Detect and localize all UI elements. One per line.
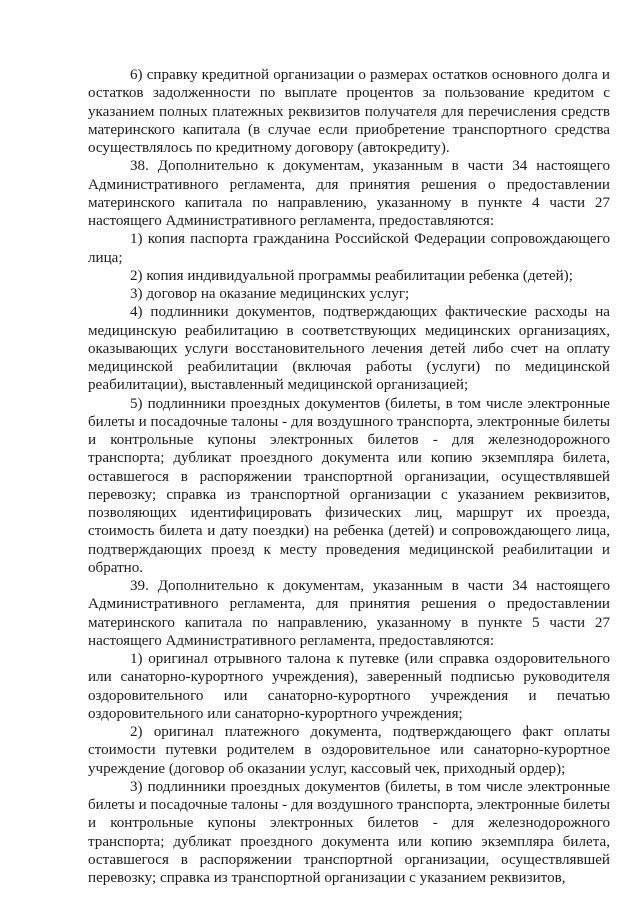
paragraph-section-39: 39. Дополнительно к документам, указанным в части 34 настоящего Административного регламента, для принятия решения о предоставлении материнского капитала по направлению, указанному в пункте 5 части 27 настоящего Административного регламента, предоставляются: — [88, 578, 610, 649]
paragraph-39-item-2: 2) оригинал платежного документа, подтверждающего факт оплаты стоимости путевки родителем в оздоровительное или санаторно-курортное учреждение (договор об оказании услуг, кассовый чек, приходный ордер); — [88, 724, 610, 777]
paragraph-39-item-3: 3) подлинники проездных документов (билеты, в том числе электронные билеты и посадочные талоны - для воздушного транспорта, электронные билеты и контрольные купоны электронных билетов - для железнодорожного транспорта; дубликат проездного документа или копию экземпляра билета, оставшегося в распоряжении транспортной организации, осуществлявшей перевозку; справка из транспортной организации с указанием реквизитов, — [88, 778, 610, 886]
paragraph-39-item-1: 1) оригинал отрывного талона к путевке (или справка оздоровительного или санаторно-курортного учреждения), заверенный подписью руководителя оздоровительного или санаторно-курортного учреждения и печатью оздоровительного или санаторно-курортного учреждения; — [88, 651, 610, 722]
paragraph-item-6-bank-certificate: 6) справку кредитной организации о размерах остатков основного долга и остатков задолженности по выплате процентов за пользование кредитом с указанием полных платежных реквизитов получателя для перечисления средств материнского капитала (в случае если приобретение транспортного средства осуществлялось по кредитному договору (автокредиту). — [88, 67, 610, 156]
paragraph-38-item-3: 3) договор на оказание медицинских услуг; — [130, 286, 410, 302]
document-page — [88, 66, 610, 887]
paragraph-38-item-5: 5) подлинники проездных документов (билеты, в том числе электронные билеты и посадочные талоны - для воздушного транспорта, электронные билеты и контрольные купоны электронных билетов - для железнодорожного транспорта; дубликат проездного документа или копию экземпляра билета, оставшегося в распоряжении транспортной организации, осуществлявшей перевозку; справка из транспортной организации с указанием реквизитов, позволяющих идентифицировать физических лиц, маршрут их проезда, стоимость билета и дату поездки) на ребенка (детей) и сопровождающего лица, подтверждающих проезд к месту проведения медицинской реабилитации и обратно. — [88, 395, 610, 576]
paragraph-38-item-1: 1) копия паспорта гражданина Российской Федерации сопровождающего лица; — [88, 231, 610, 266]
paragraph-section-38: 38. Дополнительно к документам, указанным в части 34 настоящего Административного регламента, для принятия решения о предоставлении материнского капитала по направлению, указанному в пункте 4 части 27 настоящего Административного регламента, предоставляются: — [88, 158, 610, 229]
paragraph-38-item-4: 4) подлинники документов, подтверждающих фактические расходы на медицинскую реабилитацию в соответствующих медицинских организациях, оказывающих услуги восстановительного лечения детей либо счет на оплату медицинской реабилитации (включая работы (услуги) по медицинской реабилитации), выставленный медицинской организацией; — [88, 304, 610, 394]
paragraph-38-item-2: 2) копия индивидуальной программы реабилитации ребенка (детей); — [130, 267, 573, 284]
